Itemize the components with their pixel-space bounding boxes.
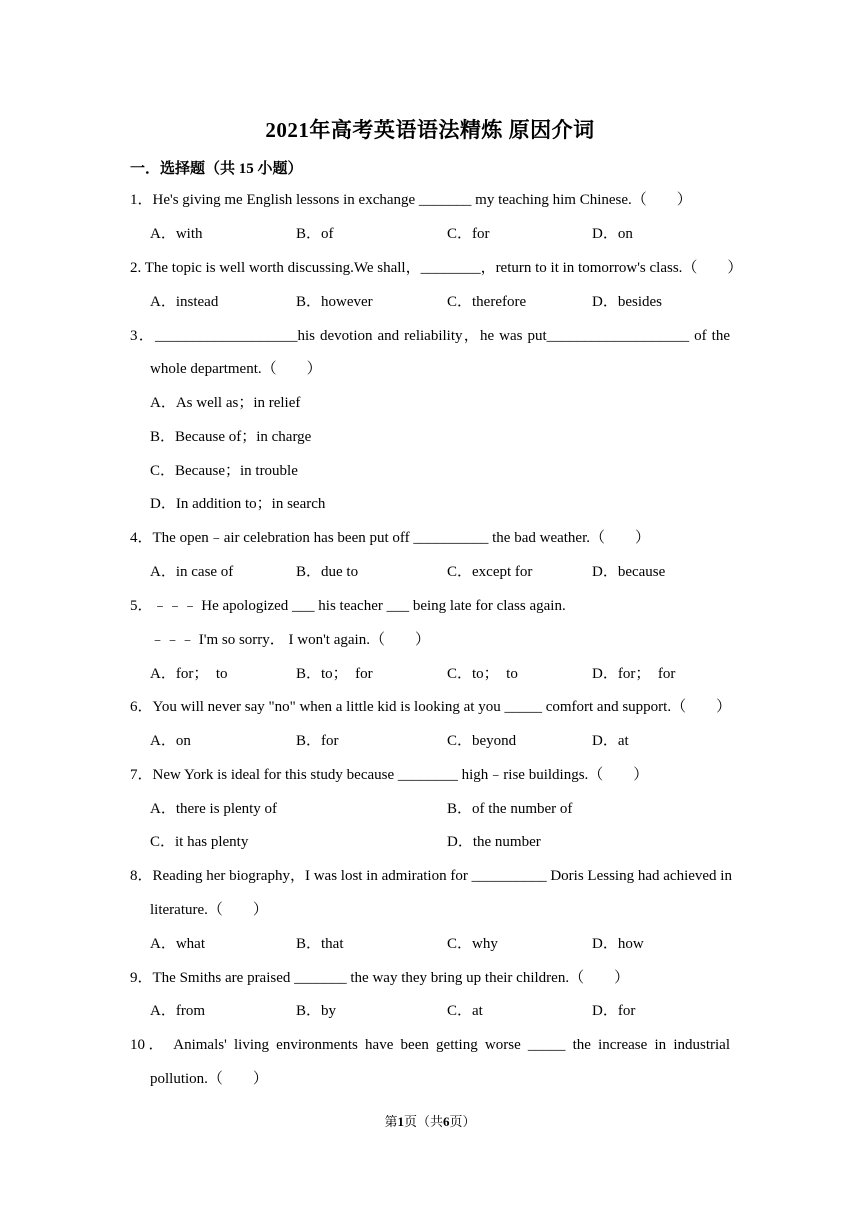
q2-option-b: B．however bbox=[296, 294, 373, 310]
q7-option-c: C．it has plenty bbox=[150, 834, 249, 850]
q6-option-c: C．beyond bbox=[447, 733, 517, 749]
question-10-cont: pollution.（ ） bbox=[150, 1071, 268, 1087]
q6-option-a: A．on bbox=[150, 733, 191, 749]
q5-option-c: C．to； to bbox=[447, 666, 518, 682]
question-5: 5．﹣﹣﹣ He apologized ___ his teacher ___ being late for class again. bbox=[130, 598, 566, 614]
q9-option-d: D．for bbox=[592, 1003, 636, 1019]
q4-option-c: C．except for bbox=[447, 564, 533, 580]
q6-option-d: D．at bbox=[592, 733, 629, 749]
page-footer bbox=[0, 1111, 860, 1130]
question-9: 9．The Smiths are praised _______ the way they bring up their children.（ ） bbox=[130, 970, 630, 986]
q2-option-a: A．instead bbox=[150, 294, 219, 310]
q3-option-d: D．In addition to；in search bbox=[150, 496, 326, 512]
q3-option-a: A．As well as；in relief bbox=[150, 395, 301, 411]
q8-option-b: B．that bbox=[296, 936, 344, 952]
q8-option-d: D．how bbox=[592, 936, 644, 952]
q7-option-a: A．there is plenty of bbox=[150, 801, 278, 817]
question-2: 2. The topic is well worth discussing.We shall，________，return to it in tomorrow's class.（ ） bbox=[130, 260, 743, 276]
question-4: 4．The open﹣air celebration has been put off __________ the bad weather.（ ） bbox=[130, 530, 650, 546]
footer-page-number: 1 bbox=[397, 1114, 404, 1129]
footer-suffix: 页） bbox=[449, 1114, 476, 1129]
page-title: 2021年高考英语语法精炼 原因介词 bbox=[265, 118, 595, 142]
footer-mid: 页（共 bbox=[403, 1114, 443, 1129]
question-7: 7．New York is ideal for this study because ________ high﹣rise buildings.（ ） bbox=[130, 767, 649, 783]
q5-option-d: D．for； for bbox=[592, 666, 676, 682]
q1-option-b: B．of bbox=[296, 226, 334, 242]
q8-option-a: A．what bbox=[150, 936, 205, 952]
q4-option-d: D．because bbox=[592, 564, 666, 580]
q2-option-d: D．besides bbox=[592, 294, 662, 310]
q9-option-b: B．by bbox=[296, 1003, 337, 1019]
question-3: 3．___________________his devotion and reliability，he was put___________________ of the bbox=[130, 328, 730, 344]
q3-option-b: B．Because of；in charge bbox=[150, 429, 312, 445]
question-3-cont: whole department.（ ） bbox=[150, 361, 322, 377]
q4-option-a: A．in case of bbox=[150, 564, 234, 580]
q5-option-b: B．to； for bbox=[296, 666, 373, 682]
question-6: 6．You will never say "no" when a little kid is looking at you _____ comfort and support.（ ） bbox=[130, 699, 732, 715]
question-1: 1．He's giving me English lessons in exchange _______ my teaching him Chinese.（ ） bbox=[130, 192, 692, 208]
question-8: 8．Reading her biography，I was lost in admiration for __________ Doris Lessing had achieved in bbox=[130, 868, 732, 884]
q4-option-b: B．due to bbox=[296, 564, 359, 580]
q9-option-a: A．from bbox=[150, 1003, 205, 1019]
footer-prefix: 第 bbox=[384, 1114, 398, 1129]
q7-option-b: B．of the number of bbox=[447, 801, 573, 817]
q6-option-b: B．for bbox=[296, 733, 339, 749]
question-10: 10． Animals' living environments have been getting worse _____ the increase in industrial bbox=[130, 1037, 730, 1053]
q1-option-d: D．on bbox=[592, 226, 633, 242]
q5-option-a: A．for； to bbox=[150, 666, 228, 682]
q8-option-c: C．why bbox=[447, 936, 498, 952]
q3-option-c: C．Because；in trouble bbox=[150, 463, 298, 479]
section-heading: 一．选择题（共 15 小题） bbox=[130, 161, 303, 177]
q2-option-c: C．therefore bbox=[447, 294, 527, 310]
q1-option-a: A．with bbox=[150, 226, 203, 242]
question-8-cont: literature.（ ） bbox=[150, 902, 268, 918]
q9-option-c: C．at bbox=[447, 1003, 483, 1019]
q1-option-c: C．for bbox=[447, 226, 490, 242]
footer-total-pages: 6 bbox=[443, 1114, 450, 1129]
question-5-cont: ﹣﹣﹣ I'm so sorry． I won't again.（ ） bbox=[150, 632, 430, 648]
q7-option-d: D．the number bbox=[447, 834, 541, 850]
